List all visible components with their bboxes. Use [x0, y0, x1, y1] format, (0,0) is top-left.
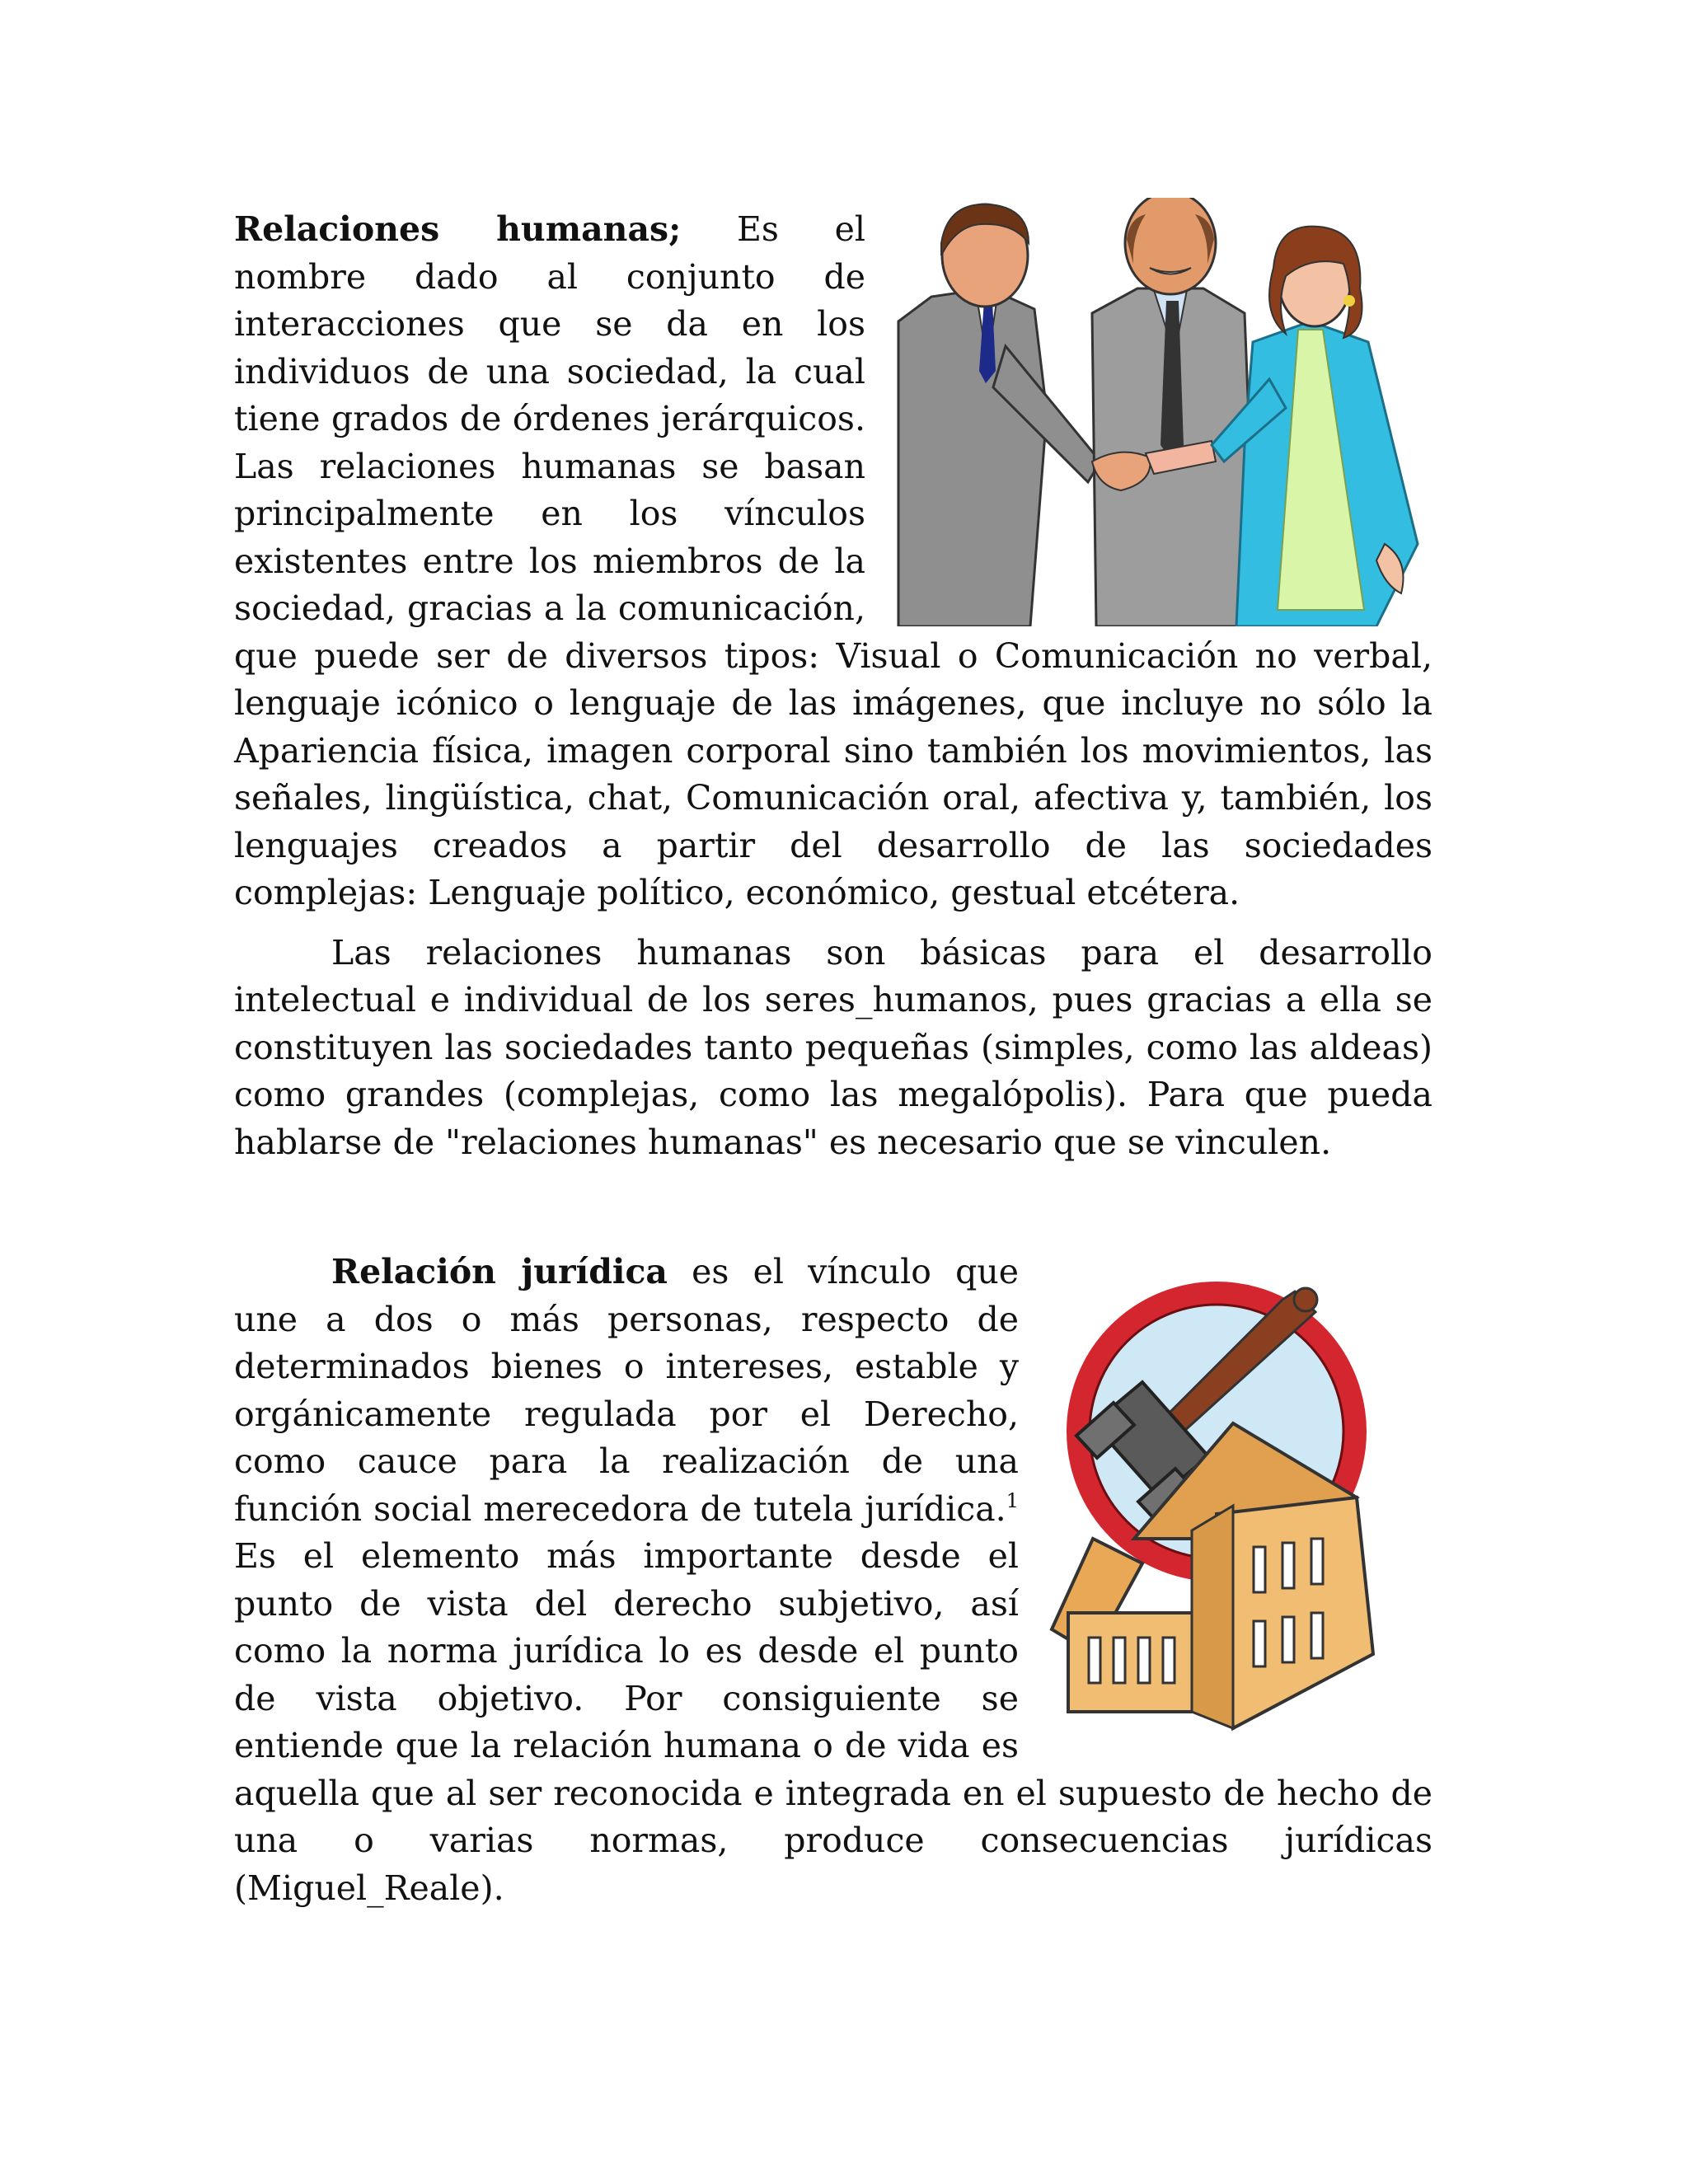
- courthouse-gavel-clipart: [1043, 1267, 1424, 1740]
- handshake-people-icon: [882, 198, 1434, 626]
- paragraph-relaciones-humanas-2: Las relaciones humanas son básicas para el desarrollo intelectual e individual de los seres_humanos, pues gracias a ella se constituyen las sociedades tanto pequeñas (simples, como las aldeas) como grandes (complejas, como las megalópolis). Para que pueda hablarse de "relaciones humanas" es necesario que se vinculen.: [234, 932, 1432, 1162]
- heading-relacion-juridica: Relación jurídica: [331, 1252, 668, 1291]
- footnote-reference[interactable]: 1: [1006, 1488, 1019, 1512]
- heading-relaciones-humanas: Relaciones humanas;: [234, 209, 682, 249]
- section-relacion-juridica: [234, 1249, 1432, 1912]
- handshake-clipart: [882, 198, 1434, 626]
- paragraph-text-part2: Es el elemento más importante desde el punto de vista del derecho subjetivo, así como la norma jurídica lo es desde el punto de vista objetivo. Por consiguiente se entiende que la relación humana o de vida es aquella que al ser reconocida e integrada en el supuesto de hecho de una o varias normas, produce consecuencias jurídicas (Miguel_Reale).: [234, 1536, 1432, 1908]
- section-relaciones-humanas: [234, 206, 1432, 1166]
- paragraph-text-part1: es el vínculo que une a dos o más personas, respecto de determinados bienes o intereses, estable y orgánicamente regulada por el Derecho, como cauce para la realización de una función social merecedora de tutela jurídica.: [234, 1252, 1019, 1529]
- paragraph-text: Es el nombre dado al conjunto de interacciones que se da en los individuos de una sociedad, la cual tiene grados de órdenes jerárquicos. Las relaciones humanas se basan principalmente en los vínculos existentes entre los miembros de la sociedad, gracias a la comunicación, que puede ser de diversos tipos: Visual o Comunicación no verbal, lenguaje icónico o lenguaje de las imágenes, que incluye no sólo la Apariencia física, imagen corporal sino también los movimientos, las señales, lingüística, chat, Comunicación oral, afectiva y, también, los lenguajes creados a partir del desarrollo de las sociedades complejas: Lenguaje político, económico, gestual etcétera.: [234, 209, 1432, 912]
- gavel-courthouse-icon: [1043, 1267, 1424, 1740]
